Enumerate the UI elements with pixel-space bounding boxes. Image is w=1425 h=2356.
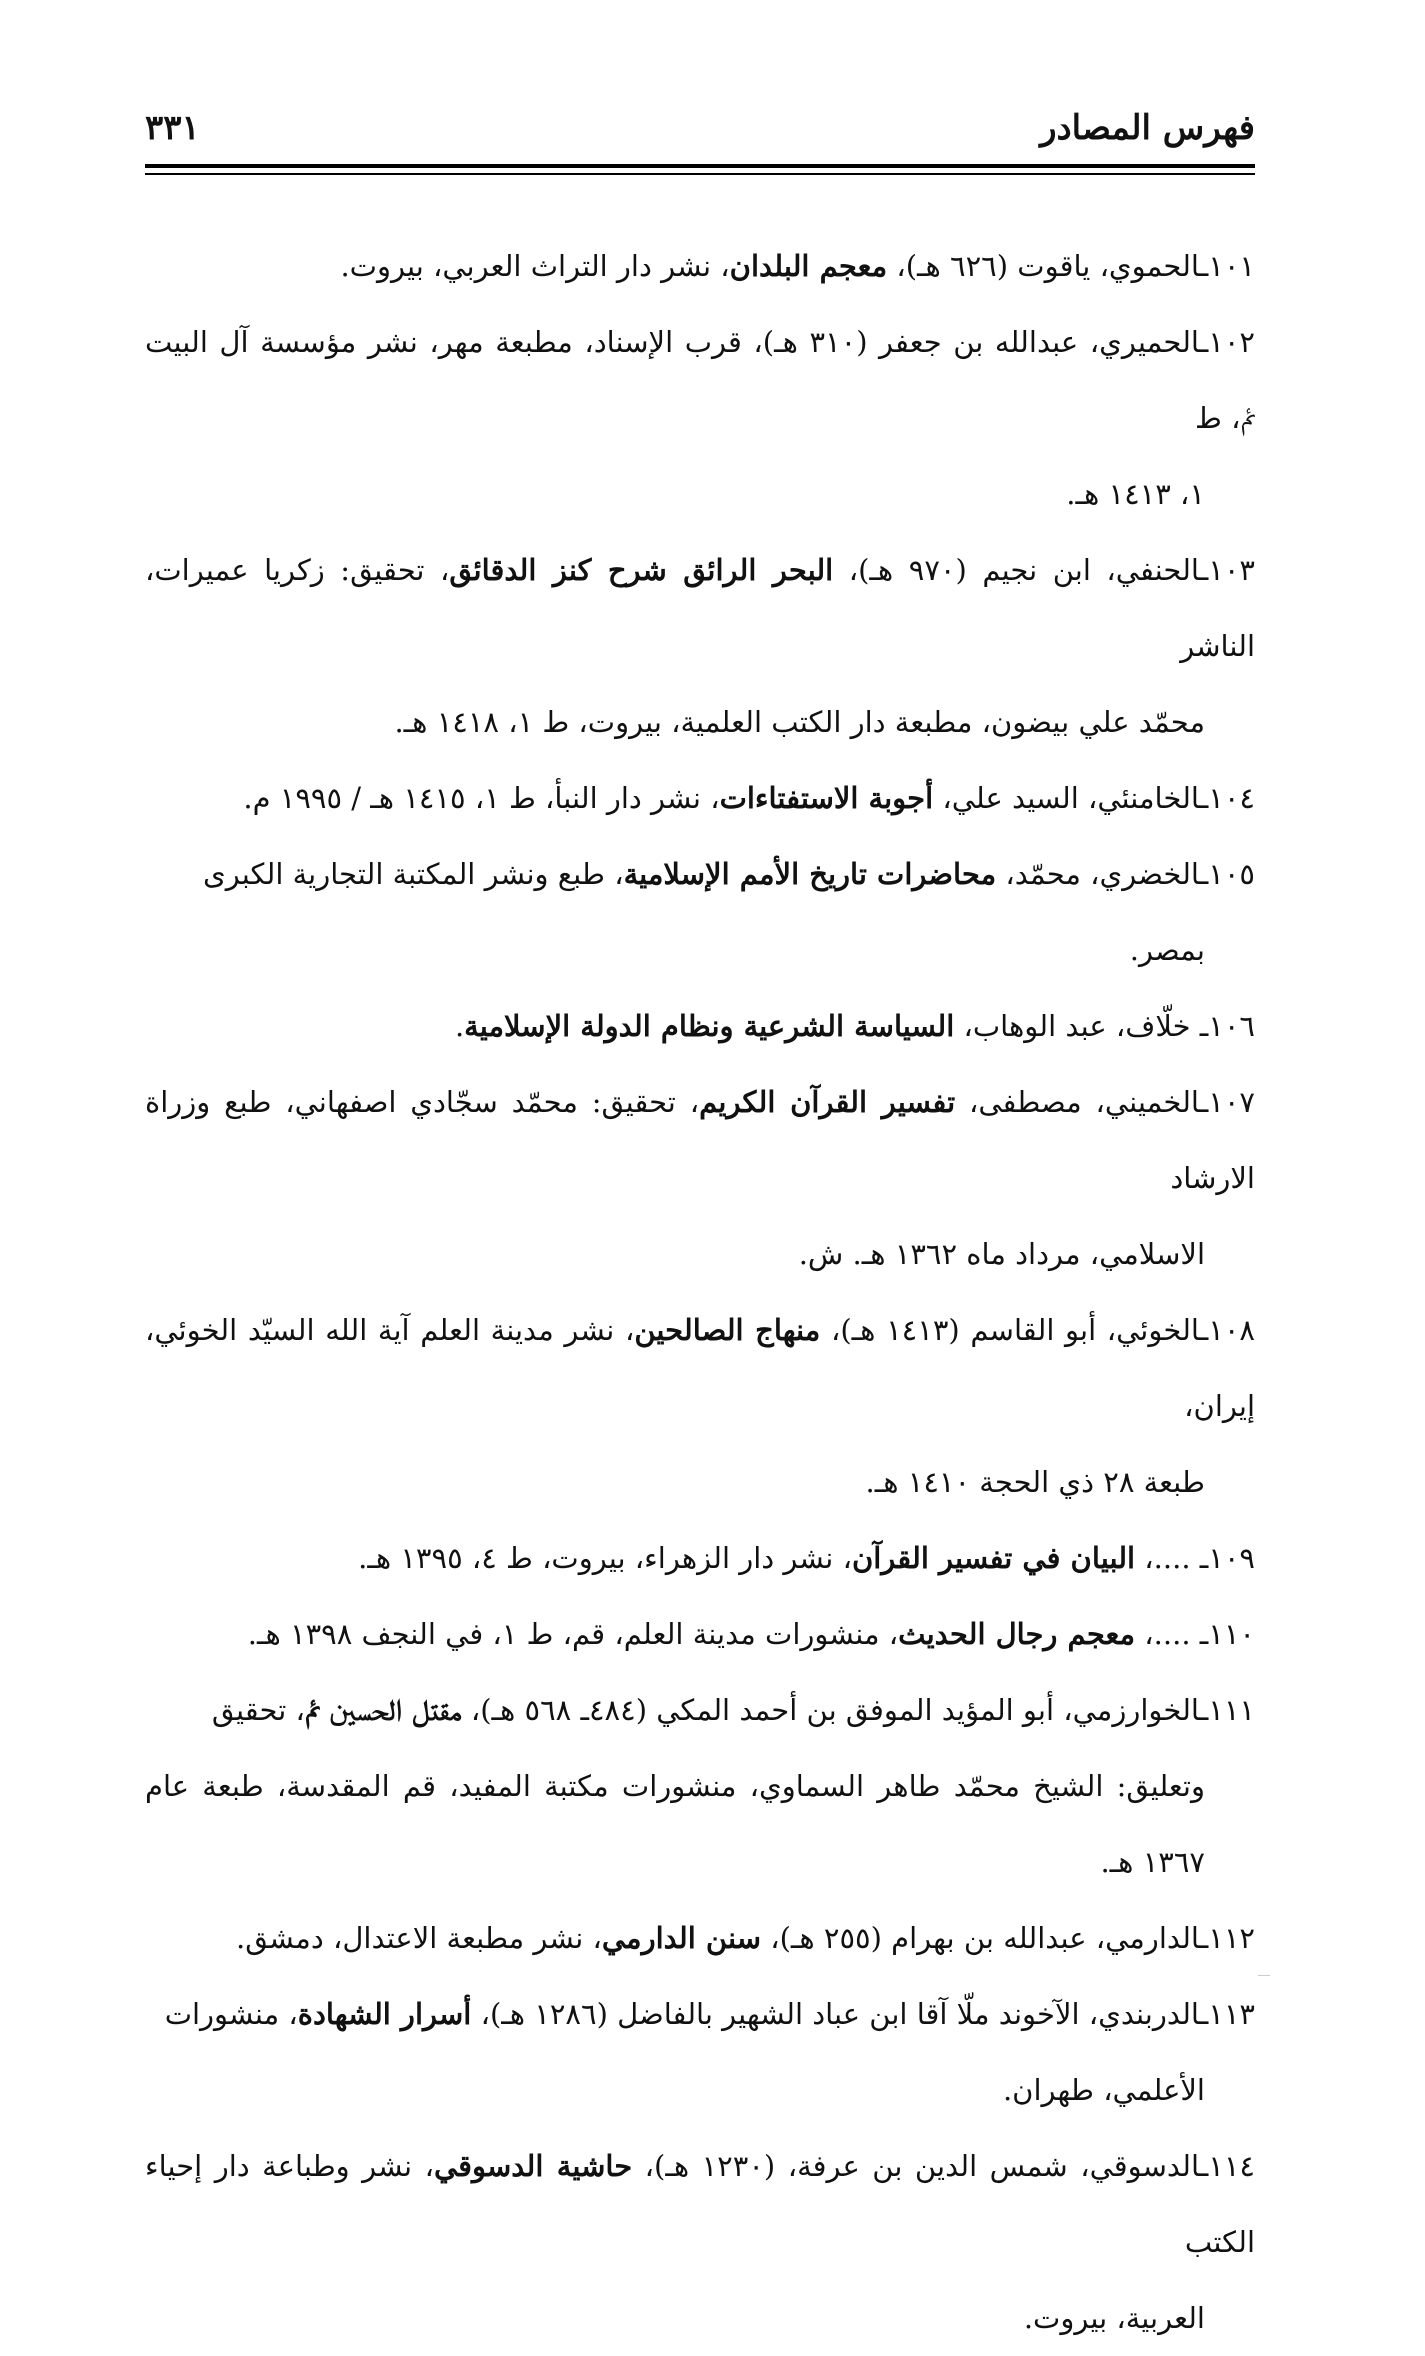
entry-title: تفسير القرآن الكريم: [699, 1085, 956, 1119]
entry-text: الخوارزمي، أبو المؤيد الموفق بن أحمد المكي (٤٨٤ـ ٥٦٨ هـ)،: [461, 1693, 1200, 1727]
entry-text: ، تحقيق: زكريا عميرات، الناشر: [145, 553, 1255, 663]
bibliography-entry: [145, 836, 1255, 988]
bibliography-entry: [145, 1672, 1255, 1900]
entry-text: ، تحقيق: [211, 1693, 305, 1727]
entry-text: ، تحقيق: محمّد سجّادي اصفهاني، طبع وزراة الارشاد: [145, 1085, 1255, 1195]
entry-text: ، نشر وطباعة دار إحياء الكتب: [145, 2149, 1255, 2259]
entry-text: .: [454, 1009, 465, 1043]
entry-text: الخضري، محمّد،: [996, 857, 1200, 891]
entry-text: ، نشر دار النبأ، ط ١، ١٤١٥ هـ / ١٩٩٥ م.: [243, 781, 720, 815]
entry-number: ١١٢ـ: [1199, 1921, 1255, 1955]
entry-title: البيان في تفسير القرآن: [851, 1541, 1136, 1575]
entry-text: الخوئي، أبو القاسم (١٤١٣ هـ)،: [820, 1313, 1200, 1347]
page-number: ٣٣١: [145, 108, 200, 148]
bibliography-entry: [145, 760, 1255, 836]
entry-text: ....،: [1135, 1617, 1200, 1651]
entry-number: ١١١ـ: [1199, 1693, 1255, 1727]
entry-number: ١٠٩ـ: [1199, 1541, 1255, 1575]
scan-mark: [1258, 1975, 1270, 1976]
page-header: [145, 108, 1255, 164]
entry-number: ١٠١ـ: [1199, 249, 1255, 283]
entry-title: السياسة الشرعية ونظام الدولة الإسلامية: [464, 1009, 955, 1043]
entry-text: الدسوقي، شمس الدين بن عرفة، (١٢٣٠ هـ)،: [632, 2149, 1200, 2183]
entry-continuation: الاسلامي، مرداد ماه ١٣٦٢ هـ. ش.: [798, 1237, 1205, 1271]
entry-number: ١١٤ـ: [1199, 2149, 1256, 2183]
entry-continuation: وتعليق: الشيخ محمّد طاهر السماوي، منشورات مكتبة المفيد، قم المقدسة، طبعة عام ١٣٦٧ هـ.: [145, 1769, 1205, 1879]
entry-text: الدارمي، عبدالله بن بهرام (٢٥٥ هـ)،: [761, 1921, 1200, 1955]
entry-number: ١٠٨ـ: [1199, 1313, 1255, 1347]
entry-title: معجم رجال الحديث: [898, 1617, 1136, 1651]
entry-text: الحميري، عبدالله بن جعفر (٣١٠ هـ)، قرب الإسناد، مطبعة مهر، نشر مؤسسة آل البيت ﰂ، ط: [145, 325, 1255, 435]
entry-continuation: محمّد علي بيضون، مطبعة دار الكتب العلمية، بيروت، ط ١، ١٤١٨ هـ.: [394, 705, 1205, 739]
entry-text: الحموي، ياقوت (٦٢٦ هـ)،: [887, 249, 1200, 283]
entry-title: محاضرات تاريخ الأمم الإسلامية: [623, 857, 997, 891]
entry-number: ١٠٧ـ: [1199, 1085, 1255, 1119]
entry-number: ١١٠ـ: [1199, 1617, 1255, 1651]
entry-number: ١٠٤ـ: [1199, 781, 1255, 815]
entry-text: ، منشورات مدينة العلم، قم، ط ١، في النجف ١٣٩٨ هـ.: [247, 1617, 899, 1651]
running-title: فهرس المصادر: [1040, 108, 1255, 148]
entry-text: الخميني، مصطفى،: [955, 1085, 1200, 1119]
entry-text: الدربندي، الآخوند ملّا آقا ابن عباد الشهير بالفاضل (١٢٨٦ هـ)،: [471, 1997, 1200, 2031]
header-rule-thin: [145, 173, 1255, 175]
entry-text: ، نشر مطبعة الاعتدال، دمشق.: [236, 1921, 602, 1955]
entry-text: خلّاف، عبد الوهاب،: [954, 1009, 1200, 1043]
bibliography-entry: [145, 228, 1255, 304]
entry-text: ....،: [1135, 1541, 1200, 1575]
entry-text: ، نشر دار الزهراء، بيروت، ط ٤، ١٣٩٥ هـ.: [358, 1541, 852, 1575]
entry-continuation: بمصر.: [1129, 933, 1205, 967]
bibliography-entry: [145, 1976, 1255, 2128]
entry-number: ١١٣ـ: [1199, 1997, 1255, 2031]
entry-number: ١٠٦ـ: [1199, 1009, 1255, 1043]
entry-title: أجوبة الاستفتاءات: [719, 781, 934, 815]
bibliography-entry: [145, 1596, 1255, 1672]
entry-text: ، نشر دار التراث العربي، بيروت.: [340, 249, 730, 283]
entry-number: ١٠٣ـ: [1199, 553, 1256, 587]
bibliography-entry: [145, 532, 1255, 760]
bibliography-entry: [145, 1520, 1255, 1596]
entry-text: الخامنئي، السيد علي،: [933, 781, 1200, 815]
bibliography-entry: [145, 2128, 1255, 2356]
entry-title: معجم البلدان: [729, 249, 888, 283]
entry-title: حاشية الدسوقي: [433, 2149, 633, 2183]
bibliography-entry: [145, 1900, 1255, 1976]
entry-text: ، نشر مدينة العلم آية الله السيّد الخوئي، إيران،: [145, 1313, 1255, 1423]
entry-title: سنن الدارمي: [601, 1921, 761, 1955]
entry-number: ١٠٢ـ: [1199, 325, 1255, 359]
entry-text: ، طبع ونشر المكتبة التجارية الكبرى: [203, 857, 624, 891]
entry-continuation: الأعلمي، طهران.: [1002, 2073, 1205, 2107]
entry-number: ١٠٥ـ: [1199, 857, 1255, 891]
bibliography-entry: [145, 304, 1255, 532]
bibliography-entry: [145, 1292, 1255, 1520]
header-rule-thick: [145, 164, 1255, 168]
entry-continuation: العربية، بيروت.: [1023, 2301, 1205, 2335]
bibliography-entry: [145, 1064, 1255, 1292]
entry-title: منهاج الصالحين: [634, 1313, 821, 1347]
entry-text: الحنفي، ابن نجيم (٩٧٠ هـ)،: [833, 553, 1200, 587]
bibliography-entry: [145, 988, 1255, 1064]
entry-continuation: طبعة ٢٨ ذي الحجة ١٤١٠ هـ.: [865, 1465, 1205, 1499]
bibliography-list: [145, 228, 1255, 2356]
entry-title: أسرار الشهادة: [297, 1997, 472, 2031]
entry-title: البحر الرائق شرح كنز الدقائق: [449, 553, 834, 587]
entry-title: مقتل الحسين ﰂ: [304, 1693, 462, 1727]
entry-continuation: ١، ١٤١٣ هـ.: [1066, 477, 1205, 511]
entry-text: ، منشورات: [164, 1997, 298, 2031]
